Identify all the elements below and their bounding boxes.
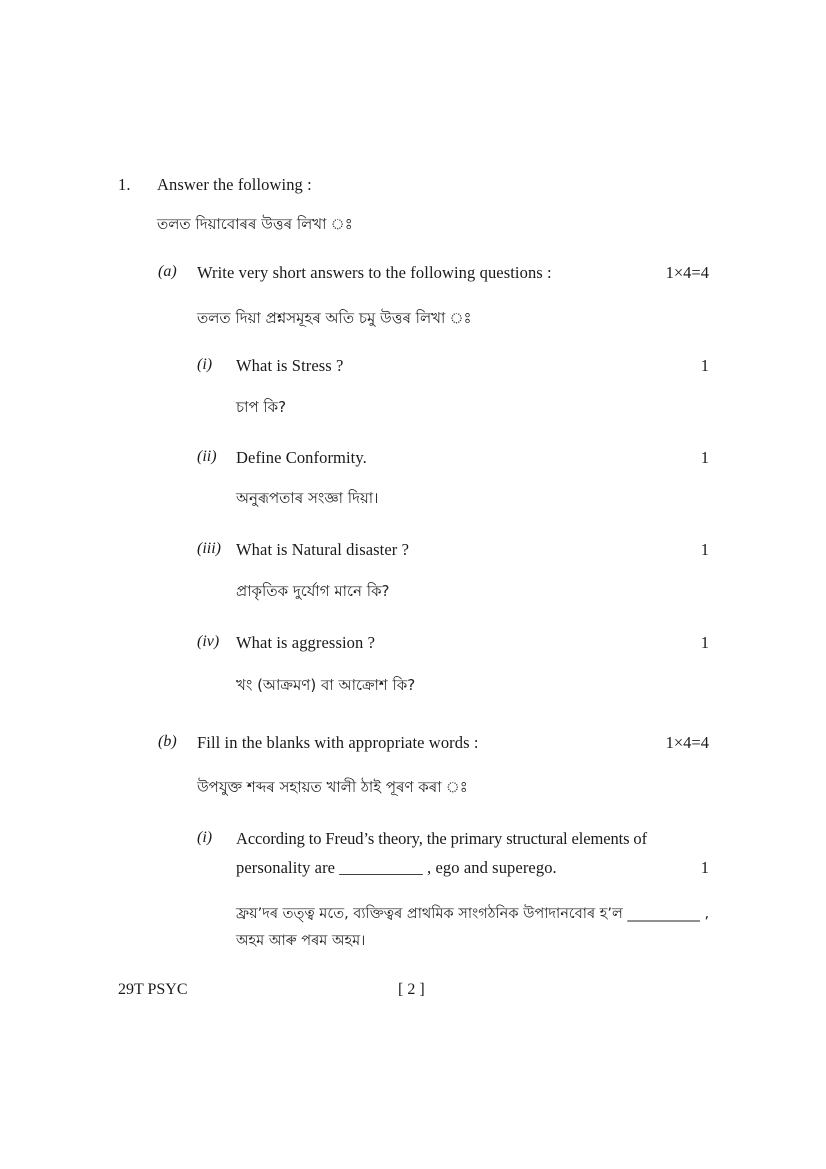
item-text-en: What is aggression ? [236, 633, 376, 652]
question-number: 1. [118, 175, 131, 194]
part-b-title-en: Fill in the blanks with appropriate words : [197, 733, 479, 752]
part-a-label: (a) [158, 263, 177, 280]
part-a-title-en: Write very short answers to the following questions : [197, 263, 552, 282]
item-marks: 1 [700, 356, 709, 375]
page-number: [ 2 ] [398, 981, 425, 998]
question-title-as: তলত দিয়াবোৰৰ উত্তৰ লিখা ঃ [157, 215, 353, 233]
item-text-as: অনুৰূপতাৰ সংজ্ঞা দিয়া। [236, 489, 379, 507]
part-b-marks: 1×4=4 [665, 733, 709, 752]
item-label: (iii) [197, 540, 221, 557]
item-marks: 1 [700, 633, 709, 652]
item-label: (i) [197, 356, 213, 373]
part-a-title-as: তলত দিয়া প্ৰশ্নসমূহৰ অতি চমু উত্তৰ লিখা ঃ [197, 309, 472, 327]
item-marks: 1 [700, 540, 709, 559]
item-text-as-line1: ফ্ৰয়’দৰ তত্ত্ব মতে, ব্যক্তিত্বৰ প্ৰাথমিক সাংগঠনিক উপাদানবোৰ হ’ল __________ , [236, 906, 710, 922]
item-text-en-line1: According to Freud’s theory, the primary structural elements of [236, 829, 647, 848]
part-b-title-as: উপযুক্ত শব্দৰ সহায়ত খালী ঠাই পূৰণ কৰা ঃ [197, 778, 468, 796]
item-text-en: What is Stress ? [236, 356, 344, 375]
item-text-as-line2: অহম আৰু পৰম অহম। [236, 933, 366, 949]
item-marks: 1 [700, 858, 709, 877]
item-text-en-line2: personality are __________ , ego and superego. [236, 858, 557, 877]
paper-code: 29T PSYC [118, 981, 188, 998]
item-marks: 1 [700, 448, 709, 467]
question-title-en: Answer the following : [157, 175, 312, 194]
part-a-marks: 1×4=4 [665, 263, 709, 282]
item-text-en: Define Conformity. [236, 448, 367, 467]
item-text-as: প্ৰাকৃতিক দুৰ্যোগ মানে কি? [236, 582, 390, 600]
part-b-label: (b) [158, 733, 177, 750]
item-label: (i) [197, 829, 213, 846]
item-text-as: চাপ কি? [236, 398, 287, 416]
item-label: (iv) [197, 633, 220, 650]
item-text-as: খং (আক্ৰমণ) বা আক্ৰোশ কি? [236, 676, 416, 694]
item-text-en: What is Natural disaster ? [236, 540, 410, 559]
item-label: (ii) [197, 448, 217, 465]
